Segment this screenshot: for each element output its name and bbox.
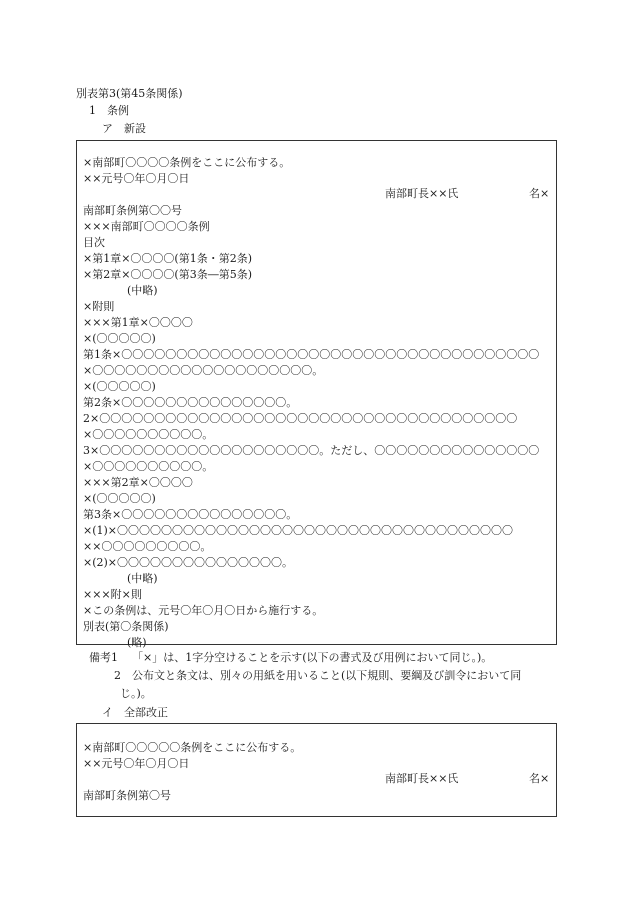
mayor-name: 名× [529, 772, 550, 785]
item-1-text-cont: ××〇〇〇〇〇〇〇〇〇。 [83, 540, 212, 553]
supplementary-heading: ×××附×則 [83, 588, 142, 601]
ordinance-title: ×××南部町〇〇〇〇条例 [83, 220, 210, 233]
toc-chapter-2: ×第2章×〇〇〇〇(第3条―第5条) [83, 268, 253, 281]
appendix-omitted: (略) [83, 636, 147, 649]
chapter-2-heading: ×××第2章×〇〇〇〇 [83, 476, 193, 489]
note-1-label: 備考1 [89, 651, 118, 664]
toc-chapter-1: ×第1章×〇〇〇〇(第1条・第2条) [83, 252, 253, 265]
promulgation-line: ×南部町〇〇〇〇〇条例をここに公布する。 [83, 741, 302, 754]
ordinance-number: 南部町条例第〇号 [83, 789, 171, 802]
article-1-caption: ×(〇〇〇〇〇) [83, 332, 156, 345]
item-2-text: ×(2)×〇〇〇〇〇〇〇〇〇〇〇〇〇〇〇。 [83, 556, 294, 569]
subsection-full-revision: イ 全部改正 [102, 706, 168, 719]
subsection-new: ア 新設 [102, 122, 146, 135]
item-1-text: ×(1)×〇〇〇〇〇〇〇〇〇〇〇〇〇〇〇〇〇〇〇〇〇〇〇〇〇〇〇〇〇〇〇〇〇〇〇〇 [83, 524, 514, 537]
paragraph-3-text: 3×〇〇〇〇〇〇〇〇〇〇〇〇〇〇〇〇〇〇〇〇。ただし、〇〇〇〇〇〇〇〇〇〇〇〇〇〇〇 [83, 444, 540, 457]
ordinance-number: 南部町条例第〇〇号 [83, 204, 182, 217]
paragraph-3-text-cont: ×〇〇〇〇〇〇〇〇〇〇。 [83, 460, 214, 473]
template-box-revision [76, 723, 557, 817]
article-2-text: 第2条×〇〇〇〇〇〇〇〇〇〇〇〇〇〇〇。 [83, 396, 298, 409]
toc-heading: 目次 [83, 236, 105, 249]
chapter-1-heading: ×××第1章×〇〇〇〇 [83, 316, 193, 329]
appendix-heading: 別表(第〇条関係) [83, 620, 169, 633]
date-line: ××元号〇年〇月〇日 [83, 757, 190, 770]
template-box-new [76, 140, 557, 649]
article-1-text-cont: ×〇〇〇〇〇〇〇〇〇〇〇〇〇〇〇〇〇〇〇〇。 [83, 364, 324, 377]
body-omitted: (中略) [83, 572, 158, 585]
mayor-title: 南部町長××氏 [385, 187, 459, 200]
toc-supplementary: ×附則 [83, 300, 115, 313]
section-ordinance: 1 条例 [89, 104, 129, 117]
note-1-text: 「×」は、1字分空けることを示す(以下の書式及び用例において同じ。)。 [132, 651, 493, 664]
note-2-text: 公布文と条文は、別々の用紙を用いること(以下規則、要綱及び訓令において同 [132, 669, 522, 682]
enforcement-clause: ×この条例は、元号〇年〇月〇日から施行する。 [83, 604, 324, 617]
article-3-caption: ×(〇〇〇〇〇) [83, 492, 156, 505]
date-line: ××元号〇年〇月〇日 [83, 172, 190, 185]
note-2-text-cont: じ。)。 [120, 687, 152, 700]
table-title: 別表第3(第45条関係) [76, 87, 183, 100]
article-3-text: 第3条×〇〇〇〇〇〇〇〇〇〇〇〇〇〇〇。 [83, 508, 298, 521]
toc-omitted: (中略) [83, 284, 158, 297]
article-1-text: 第1条×〇〇〇〇〇〇〇〇〇〇〇〇〇〇〇〇〇〇〇〇〇〇〇〇〇〇〇〇〇〇〇〇〇〇〇〇〇〇 [83, 348, 540, 361]
article-2-caption: ×(〇〇〇〇〇) [83, 380, 156, 393]
mayor-name: 名× [529, 187, 550, 200]
paragraph-2-text-cont: ×〇〇〇〇〇〇〇〇〇〇。 [83, 428, 214, 441]
promulgation-line: ×南部町〇〇〇〇条例をここに公布する。 [83, 156, 291, 169]
note-2-label: 2 [114, 669, 121, 682]
paragraph-2-text: 2×〇〇〇〇〇〇〇〇〇〇〇〇〇〇〇〇〇〇〇〇〇〇〇〇〇〇〇〇〇〇〇〇〇〇〇〇〇〇 [83, 412, 518, 425]
mayor-title: 南部町長××氏 [385, 772, 459, 785]
